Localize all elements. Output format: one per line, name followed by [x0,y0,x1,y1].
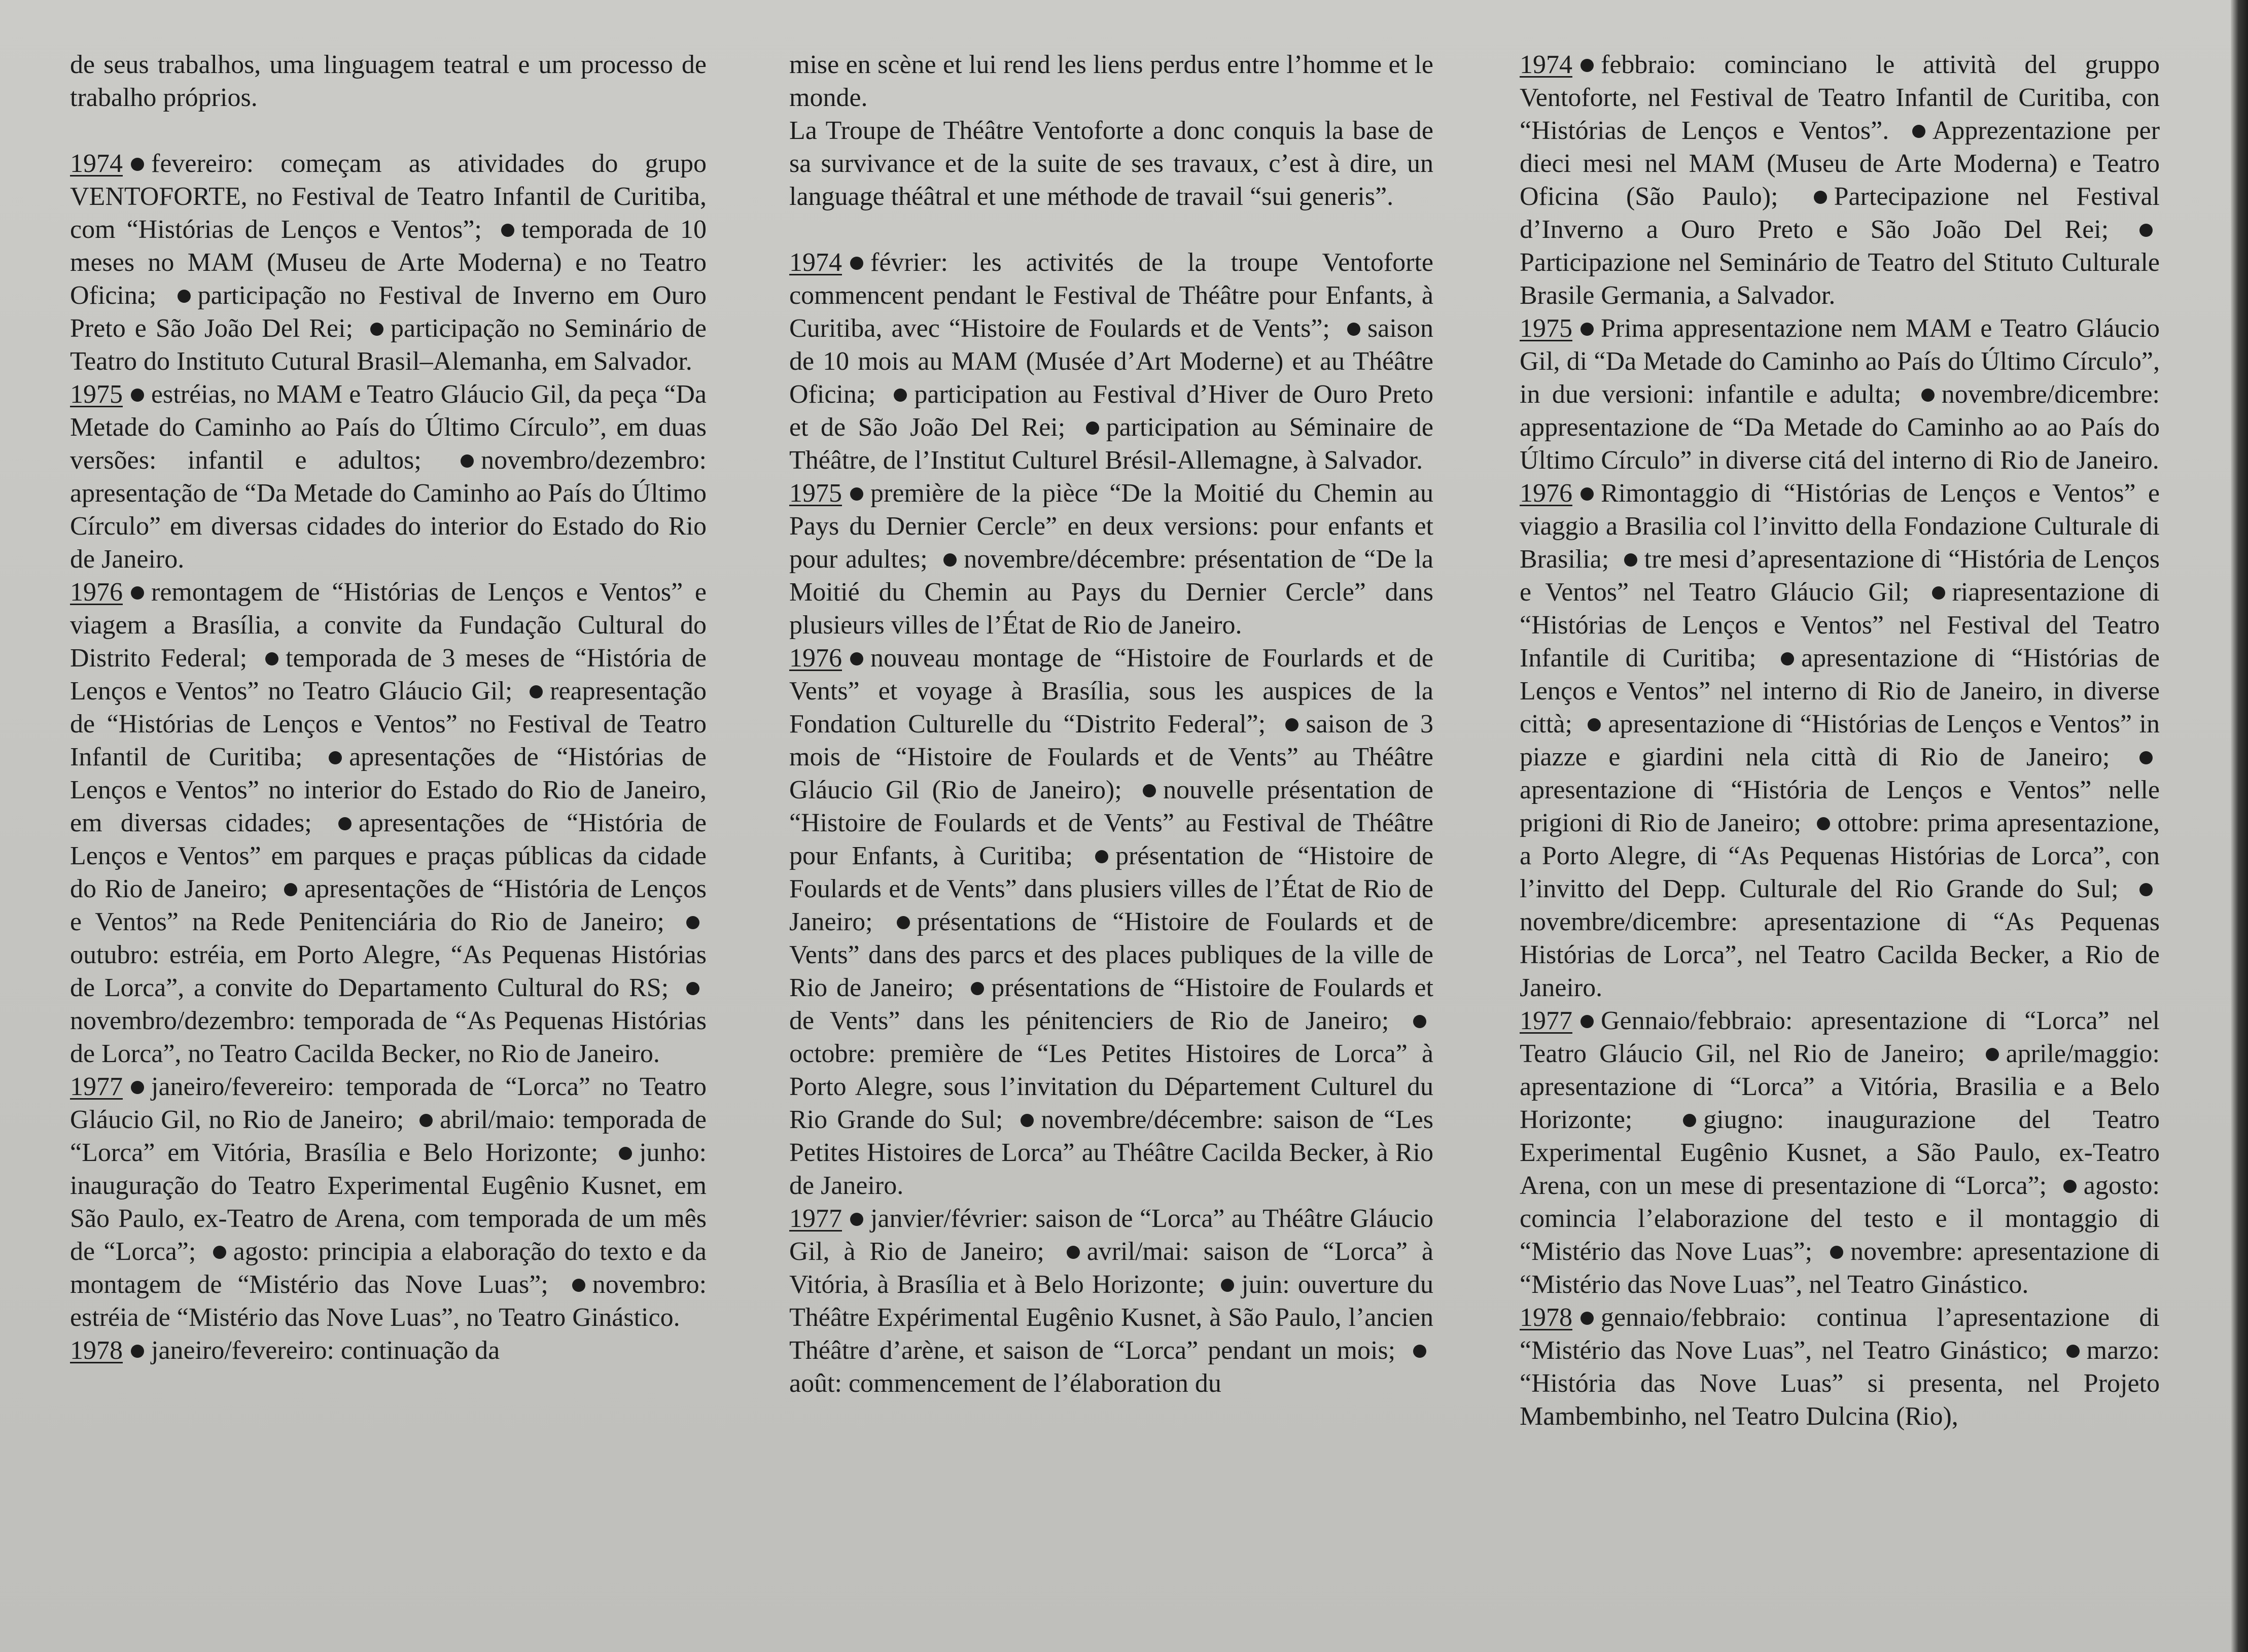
bullet-icon [1580,59,1594,72]
bullet-icon [1580,1015,1594,1028]
bullet-icon [1624,553,1637,567]
year-label: 1975 [70,380,123,409]
bullet-icon [1580,1312,1594,1325]
event-text: novembro: estréia de “Mistério das Nove Luas”, no Teatro Ginástico. [70,1270,707,1332]
event-text: octobre: première de “Les Petites Histoires de Lorca” à Porto Alegre, sous l’invitation du Département Culturel du Rio Grande do Sul; [789,1039,1433,1134]
timeline-paragraph [789,477,1433,642]
event-text: gennaio/febbraio: continua l’apresentazione di “Mistério das Nove Luas”, nel Teatro Ginástico; [1520,1303,2160,1365]
bullet-icon [1683,1114,1696,1127]
event-text: abril/maio: temporada de “Lorca” em Vitória, Brasília e Belo Horizonte; [70,1105,707,1167]
event-text: apresentações de “História de Lenços e Ventos” em parques e praças públicas da cidade do Rio de Janeiro; [70,809,707,903]
event-text: présentation de “Histoire de Foulards et de Vents” dans plusiers villes de l’État de Rio de Janeiro; [789,841,1433,936]
bullet-icon [338,817,352,830]
bullet-icon [1580,487,1594,501]
event-text: apresentações de “História de Lenços e Ventos” na Rede Penitenciária do Rio de Janeiro; [70,874,707,936]
year-label: 1978 [1520,1303,1572,1332]
bullet-icon [1830,1246,1843,1259]
event-text: janeiro/fevereiro: continuação da [151,1336,500,1365]
bullet-icon [131,586,144,600]
paragraph-text: La Troupe de Théâtre Ventoforte a donc conquis la base de sa survivance et de la suite de ses travaux, c’est à dire, un language théâtral et une méthode de travail “sui generis”. [789,116,1433,211]
bullet-icon [2063,1180,2077,1193]
bullet-icon [1814,191,1827,204]
event-text: apresentazione di “Histórias de Lenços e Ventos” in piazze e giardini nela città di Rio de Janeiro; [1520,710,2160,771]
bullet-icon [329,751,342,764]
event-text: apresentazione di “Histórias de Lenços e Ventos” nel interno di Rio de Janeiro, in diverse città; [1520,644,2160,739]
event-text: Gennaio/febbraio: apresentazione di “Lorca” nel Teatro Gláucio Gil, nel Rio de Janeiro; [1520,1006,2160,1068]
event-text: giugno: inaugurazione del Teatro Experimental Eugênio Kusnet, a São Paulo, ex-Teatro Arena, con un mese di presentazione di “Lorca”; [1520,1105,2160,1200]
bullet-icon [850,652,863,665]
event-text: participação no Seminário de Teatro do Instituto Cutural Brasil–Alemanha, em Salvador. [70,314,707,376]
bullet-icon [213,1246,226,1259]
bullet-icon [1067,1246,1080,1259]
bullet-icon [265,652,278,665]
bullet-icon [850,487,863,501]
year-label: 1978 [70,1336,123,1365]
event-text: agosto: comincia l’elaborazione del testo e il montaggio di “Mistério das Nove Luas”; [1520,1171,2160,1266]
bullet-icon [2139,883,2153,896]
event-text: janvier/février: saison de “Lorca” au Théâtre Gláucio Gil, à Rio de Janeiro; [789,1204,1433,1266]
timeline-paragraph [70,147,707,378]
bullet-icon [131,1081,144,1094]
event-text: temporada de 3 meses de “História de Lenços e Ventos” no Teatro Gláucio Gil; [70,644,707,706]
bullet-icon [501,224,514,237]
bullet-icon [419,1114,433,1127]
event-text: aprile/maggio: apresentazione di “Lorca” a Vitória, Brasilia e a Belo Horizonte; [1520,1039,2160,1134]
bullet-icon [1347,323,1360,336]
bullet-icon [850,257,863,270]
timeline-paragraph [789,48,1433,114]
event-text: remontagem de “Histórias de Lenços e Ventos” e viagem a Brasília, a convite da Fundação Cultural do Distrito Federal; [70,578,707,673]
bullet-icon [2139,224,2153,237]
bullet-icon [1588,718,1601,731]
event-text: apresentações de “Histórias de Lenços e Ventos” no interior do Estado do Rio de Janeiro, em diversas cidades; [70,743,707,837]
event-text: temporada de 10 meses no MAM (Museu de Arte Moderna) e no Teatro Oficina; [70,215,707,310]
bullet-icon [461,454,474,468]
bullet-icon [943,553,957,567]
bullet-icon [2066,1345,2080,1358]
event-text: première de la pièce “De la Moitié du Chemin au Pays du Dernier Cercle” en deux versions: pour enfants et pour adultes; [789,479,1433,574]
timeline-paragraph [1520,48,2160,312]
bullet-icon [1021,1114,1034,1127]
event-text: novembre/décembre: saison de “Les Petites Histoires de Lorca” au Théâtre Cacilda Becker, à Rio de Janeiro. [789,1105,1433,1200]
timeline-paragraph [70,378,707,576]
event-text: ottobre: prima apresentazione, a Porto Alegre, di “As Pequenas Histórias de Lorca”, con l’invitto del Depp. Culturale del Rio Grande do Sul; [1520,809,2160,903]
year-label: 1976 [70,578,123,607]
event-text: reapresentação de “Histórias de Lenços e Ventos” no Festival de Teatro Infantil de Curitiba; [70,677,707,771]
bullet-icon [572,1279,585,1292]
event-text: novembre/décembre: présentation de “De la Moitié du Chemin au Pays du Dernier Cercle” dans plusieurs villes de l’État de Rio de Janeiro. [789,545,1433,640]
timeline-paragraph [1520,1004,2160,1301]
event-text: apresentazione di “História de Lenços e Ventos” nelle prigioni di Rio de Janeiro; [1520,776,2160,837]
year-label: 1976 [1520,479,1572,508]
event-text: junho: inauguração do Teatro Experimental Eugênio Kusnet, em São Paulo, ex-Teatro de Arena, com temporada de um mês de “Lorca”; [70,1138,707,1266]
portuguese-column [70,48,707,1626]
bullet-icon [178,290,191,303]
timeline-paragraph [70,1070,707,1334]
event-text: saison de 3 mois de “Histoire de Foulards et de Vents” au Théâtre Gláucio Gil (Rio de Janeiro); [789,710,1433,804]
event-text: nouvelle présentation de “Histoire de Foulards et de Vents” au Festival de Théâtre pour Enfants, à Curitiba; [789,776,1433,870]
year-label: 1977 [70,1072,123,1101]
bullet-icon [1221,1279,1234,1292]
event-text: novembre/dicembre: apresentazione di “As Pequenas Histórias de Lorca”, nel Teatro Cacilda Becker, a Rio de Janeiro. [1520,907,2160,1002]
event-text: participation au Festival d’Hiver de Ouro Preto et de São João Del Rei; [789,380,1433,442]
timeline-paragraph [1520,312,2160,477]
bullet-icon [1580,323,1594,336]
event-text: marzo: “História das Nove Luas” si presenta, nel Projeto Mambembinho, nel Teatro Dulcina (Rio), [1520,1336,2160,1431]
bullet-icon [1413,1015,1426,1028]
french-column [789,48,1433,1626]
timeline-paragraph [789,642,1433,1202]
event-text: riapresentazione di “Histórias de Lenços e Ventos” nel Festival del Teatro Infantile di Curitiba; [1520,578,2160,673]
event-text: janeiro/fevereiro: temporada de “Lorca” no Teatro Gláucio Gil, no Rio de Janeiro; [70,1072,707,1134]
bullet-icon [131,389,144,402]
timeline-paragraph [789,114,1433,213]
timeline-paragraph [789,1202,1433,1400]
bullet-icon [1143,784,1156,797]
year-label: 1975 [1520,314,1572,343]
event-text: agosto: principia a elaboração do texto e da montagem de “Mistério das Nove Luas”; [70,1237,707,1299]
bullet-icon [1285,718,1298,731]
event-text: présentations de “Histoire de Foulards et de Vents” dans des parcs et des places publiques de la ville de Rio de Janeiro; [789,907,1433,1002]
page-edge-shadow [2231,0,2248,1652]
year-label: 1977 [789,1204,842,1233]
bullet-icon [1912,125,1925,138]
paragraph-text: mise en scène et lui rend les liens perdus entre l’homme et le monde. [789,50,1433,112]
bullet-icon [370,323,383,336]
bullet-icon [2139,751,2153,764]
year-label: 1976 [789,644,842,673]
year-label: 1977 [1520,1006,1572,1035]
bullet-icon [894,389,907,402]
event-text: juin: ouverture du Théâtre Expérimental Eugênio Kusnet, à São Paulo, l’ancien Théâtre d’arène, et saison de “Lorca” pendant un mois; [789,1270,1433,1365]
timeline-paragraph [789,246,1433,477]
event-text: Prima appresentazione nem MAM e Teatro Gláucio Gil, di “Da Metade do Caminho ao País do Último Círculo”, in due versioni: infantile e adulta; [1520,314,2160,409]
event-text: novembre/dicembre: appresentazione de “Da Metade do Caminho ao ao País do Último Círculo” in diverse citá del interno di Rio de Janeiro. [1520,380,2160,475]
event-text: febbraio: cominciano le attività del gruppo Ventoforte, nel Festival de Teatro Infantil de Curitiba, con “Histórias de Lenços e Ventos”. [1520,50,2160,145]
paragraph-text: de seus trabalhos, uma linguagem teatral e um processo de trabalho próprios. [70,50,707,112]
event-text: février: les activités de la troupe Ventoforte commencent pendant le Festival de Théâtre pour Enfants, à Curitiba, avec “Histoire de Foulards et de Vents”; [789,248,1433,343]
event-text: novembro/dezembro: temporada de “As Pequenas Histórias de Lorca”, no Teatro Cacilda Becker, no Rio de Janeiro. [70,1006,707,1068]
italian-column [1520,48,2160,1626]
event-text: saison de 10 mois au MAM (Musée d’Art Moderne) et au Théâtre Oficina; [789,314,1433,409]
event-text: Rimontaggio di “Histórias de Lenços e Ventos” e viaggio a Brasilia col l’invitto della Fondazione Culturale di Brasilia; [1520,479,2160,574]
year-label: 1974 [1520,50,1572,79]
bullet-icon [686,982,699,995]
bullet-icon [530,685,543,698]
event-text: participação no Festival de Inverno em Ouro Preto e São João Del Rei; [70,281,707,343]
event-text: présentations de “Histoire de Foulards et de Vents” dans les pénitenciers de Rio de Janeiro; [789,973,1433,1035]
bullet-icon [131,1345,144,1358]
bullet-icon [1086,421,1099,435]
event-text: novembro/dezembro: apresentação de “Da Metade do Caminho ao País do Último Círculo” em diversas cidades do interior do Estado do Rio de Janeiro. [70,446,707,574]
bullet-icon [1781,652,1794,665]
bullet-icon [284,883,297,896]
year-label: 1974 [70,149,123,178]
bullet-icon [971,982,984,995]
event-text: tre mesi d’apresentazione di “História de Lenços e Ventos” nel Teatro Gláucio Gil; [1520,545,2160,607]
timeline-paragraph [1520,1301,2160,1433]
bullet-icon [1817,817,1830,830]
bullet-icon [850,1213,863,1226]
bullet-icon [619,1147,632,1160]
timeline-paragraph [70,48,707,114]
bullet-icon [131,158,144,171]
bullet-icon [1095,850,1108,863]
bullet-icon [1413,1345,1426,1358]
event-text: fevereiro: começam as atividades do grupo VENTOFORTE, no Festival de Teatro Infantil de Curitiba, com “Histórias de Lenços e Ventos”; [70,149,707,244]
timeline-paragraph [1520,477,2160,1004]
event-text: Partecipazione nel Festival d’Inverno a Ouro Preto e São João Del Rei; [1520,182,2160,244]
event-text: outubro: estréia, em Porto Alegre, “As Pequenas Histórias de Lorca”, a convite do Departamento Cultural do RS; [70,940,707,1002]
bullet-icon [1986,1048,1999,1061]
event-text: avril/mai: saison de “Lorca” à Vitória, à Brasília et à Belo Horizonte; [789,1237,1433,1299]
bullet-icon [1921,389,1935,402]
event-text: estréias, no MAM e Teatro Gláucio Gil, da peça “Da Metade do Caminho ao País do Último Círculo”, em duas versões: infantil e adultos; [70,380,707,475]
event-text: novembre: apresentazione di “Mistério das Nove Luas”, nel Teatro Ginástico. [1520,1237,2160,1299]
event-text: Participazione nel Seminário de Teatro del Stituto Culturale Brasile Germania, a Salvador. [1520,248,2160,310]
event-text: Apprezentazione per dieci mesi nel MAM (Museu de Arte Moderna) e Teatro Oficina (São Paulo); [1520,116,2160,211]
event-text: nouveau montage de “Histoire de Fourlards et de Vents” et voyage à Brasília, sous les auspices de la Fondation Culturelle du “Distrito Federal”; [789,644,1433,739]
event-text: août: commencement de l’élaboration du [789,1369,1221,1398]
timeline-paragraph [70,576,707,1070]
bullet-icon [897,916,910,929]
year-label: 1975 [789,479,842,508]
year-label: 1974 [789,248,842,277]
timeline-paragraph [70,1334,707,1367]
bullet-icon [686,916,699,929]
event-text: participation au Séminaire de Théâtre, de l’Institut Culturel Brésil-Allemagne, à Salvador. [789,413,1433,475]
bullet-icon [1932,586,1945,600]
